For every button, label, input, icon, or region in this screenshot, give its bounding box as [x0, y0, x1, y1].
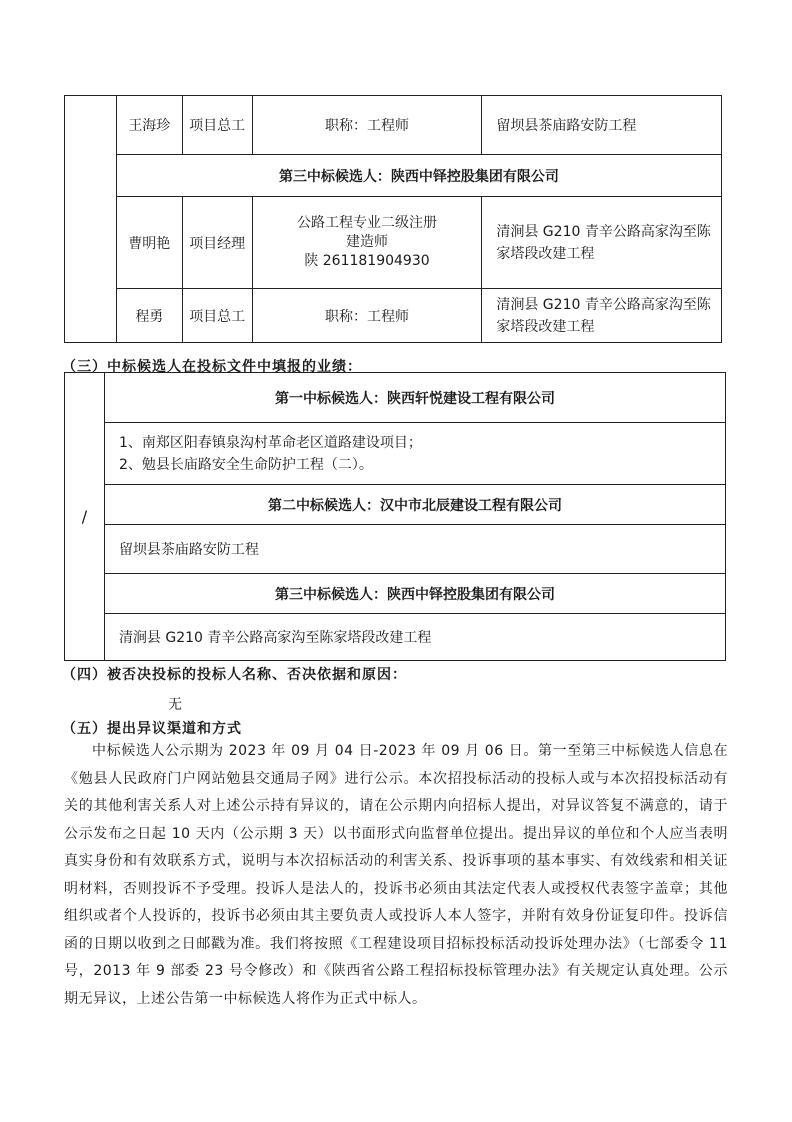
candidate-header: 第三中标候选人：陕西中铎控股集团有限公司: [116, 155, 721, 197]
candidate2-header: 第二中标候选人：汉中市北辰建设工程有限公司: [104, 485, 725, 525]
person-name: 王海珍: [116, 96, 182, 155]
person-project: 留坝县茶庙路安防工程: [482, 96, 722, 155]
list-item: 2、勉县长庙路安全生命防护工程（二）。: [118, 456, 373, 473]
person-cert: 职称：工程师: [252, 289, 482, 343]
cert-line: 建造师: [345, 234, 388, 250]
section5-paragraph: 中标候选人公示期为 2023 年 09 月 04 日-2023 年 09 月 06 日。第一至第三中标候选人信息在《勉县人民政府门户网站勉县交通局子网》进行公示。本次招投标活动的投标人或与本次招投标活动有关的其他利害关系人对上述公示持有异议的，请在公示期内向招标人提出，对异议答复不满意的，请于公示发布之日起 10 天内（公示期 3 天）以书面形式向监督单位提出。提出异议的单位和个人应当表明真实身份和有效联系方式，说明与本次招标活动的利害关系、投诉事项的基本事实、有效线索和相关证明材料，否则投诉不予受理。投诉人是法人的，投诉书必须由其法定代表人或授权代表签字盖章；其他组织或者个人投诉的，投诉书必须由其主要负责人或投诉人本人签字，并附有效身份证复印件。投诉信函的日期以收到之日邮戳为准。我们将按照《工程建设项目招标投标活动投诉处理办法》（七部委令 11 号，2013 年 9 部委 23 号令修改）和《陕西省公路工程招标投标管理办法》有关规定认真处理。公示期无异议，上述公告第一中标候选人将作为正式中标人。: [64, 743, 728, 1007]
cert-line: 陕 261181904930: [304, 253, 430, 269]
personnel-table: [64, 95, 722, 343]
merged-left-cell: [65, 96, 117, 343]
section3-title: （三）中标候选人在投标文件中填报的业绩：: [62, 359, 362, 375]
person-name: 曹明艳: [116, 197, 182, 289]
section4-title: （四）被否决投标的投标人名称、否决依据和原因：: [62, 667, 407, 683]
candidate3-header: 第三中标候选人：陕西中铎控股集团有限公司: [104, 574, 725, 614]
cert-line: 公路工程专业二级注册: [296, 215, 437, 231]
list-item: 留坝县茶庙路安防工程: [104, 525, 725, 574]
section4-content: 无: [168, 697, 182, 713]
candidate1-header: 第一中标候选人：陕西轩悦建设工程有限公司: [104, 373, 725, 423]
section5-title: （五）提出异议渠道和方式: [62, 721, 242, 737]
performance-table: [64, 372, 726, 661]
list-item: 1、南郑区阳春镇泉沟村革命老区道路建设项目；: [118, 434, 422, 451]
person-role: 项目经理: [182, 197, 252, 289]
person-project: 清涧县 G210 青辛公路高家沟至陈家塔段改建工程: [482, 197, 722, 289]
person-cert: 职称：工程师: [252, 96, 482, 155]
person-name: 程勇: [116, 289, 182, 343]
person-role: 项目总工: [182, 96, 252, 155]
list-item: 清涧县 G210 青辛公路高家沟至陈家塔段改建工程: [104, 614, 725, 661]
person-project: 清涧县 G210 青辛公路高家沟至陈家塔段改建工程: [482, 289, 722, 343]
slash-mark: /: [81, 507, 88, 526]
candidate1-items: [104, 423, 725, 485]
person-cert: [252, 197, 482, 289]
left-mark-cell: [65, 373, 105, 661]
person-role: 项目总工: [182, 289, 252, 343]
